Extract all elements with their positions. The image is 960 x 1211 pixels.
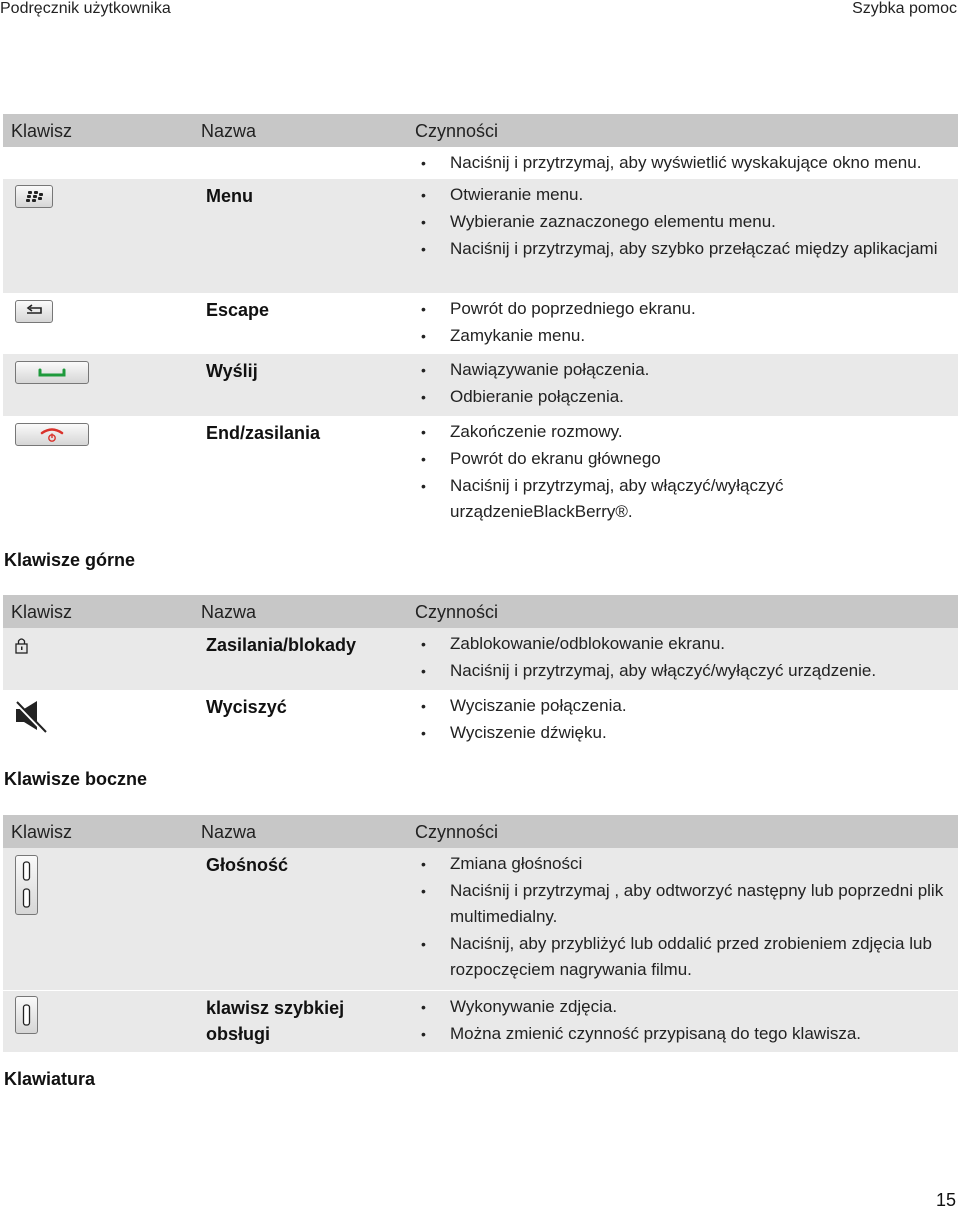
action-item: • Naciśnij, aby przybliżyć lub oddalić przed zrobieniem zdjęcia lub rozpoczęciem nagrywania filmu. [421, 931, 956, 983]
table-row-volume [3, 848, 958, 990]
action-item: • Zakończenie rozmowy. [421, 419, 956, 445]
action-item: • Można zmienić czynność przypisaną do tego klawisza. [421, 1021, 956, 1047]
escape-key-icon [15, 300, 53, 323]
table-row-send [3, 354, 958, 416]
key-name: Menu [206, 186, 253, 206]
send-key-icon [15, 361, 89, 384]
action-item: • Naciśnij i przytrzymaj, aby szybko przełączać między aplikacjami [421, 236, 956, 262]
table-row [3, 147, 958, 179]
action-item: • Nawiązywanie połączenia. [421, 357, 956, 383]
section-title: Szybka pomoc [852, 0, 957, 17]
key-name: Wyślij [206, 361, 258, 381]
key-name: klawisz szybkiej obsługi [206, 998, 345, 1044]
action-item: • Powrót do ekranu głównego [421, 446, 956, 472]
table-row-convenience [3, 990, 958, 1052]
page-number: 15 [935, 1190, 956, 1210]
table-row-menu [3, 179, 958, 293]
col-name: Nazwa [201, 602, 257, 622]
volume-keys-icon [15, 855, 38, 915]
blackberry-menu-key-icon [15, 185, 53, 208]
col-action: Czynności [415, 121, 499, 141]
convenience-key-icon [15, 996, 38, 1034]
lock-icon [14, 636, 30, 654]
document-title: Podręcznik użytkownika [0, 0, 171, 17]
section-heading-side-keys: Klawisze boczne [4, 769, 148, 789]
section-heading-keyboard: Klawiatura [4, 1069, 96, 1089]
col-action: Czynności [415, 602, 499, 622]
key-name: End/zasilania [206, 423, 321, 443]
keys-table-top [3, 595, 958, 752]
table-header [3, 815, 958, 848]
table-row-escape [3, 293, 958, 354]
action-item: • Wyciszanie połączenia. [421, 693, 956, 719]
col-key: Klawisz [11, 822, 73, 842]
keys-table-side [3, 815, 958, 1052]
table-header [3, 114, 958, 147]
keys-table-front [3, 114, 958, 530]
end-power-key-icon [15, 423, 89, 446]
action-item: • Naciśnij i przytrzymaj , aby odtworzyć następny lub poprzedni plik multimedialny. [421, 878, 956, 930]
action-item: • Otwieranie menu. [421, 182, 956, 208]
key-name: Wyciszyć [206, 697, 287, 717]
action-item: • Zmiana głośności [421, 851, 956, 877]
action-item: • Naciśnij i przytrzymaj, aby włączyć/wyłączyć urządzenieBlackBerry®. [421, 473, 956, 525]
action-item: • Odbieranie połączenia. [421, 384, 956, 410]
mute-speaker-icon [13, 698, 49, 734]
col-key: Klawisz [11, 121, 73, 141]
action-item: • Powrót do poprzedniego ekranu. [421, 296, 956, 322]
col-name: Nazwa [201, 822, 257, 842]
key-name: Zasilania/blokady [206, 635, 357, 655]
table-row-end [3, 416, 958, 530]
table-row-lock [3, 628, 958, 690]
action-item: • Wybieranie zaznaczonego elementu menu. [421, 209, 956, 235]
action-item: • Zablokowanie/odblokowanie ekranu. [421, 631, 956, 657]
col-action: Czynności [415, 822, 499, 842]
col-name: Nazwa [201, 121, 257, 141]
col-key: Klawisz [11, 602, 73, 622]
action-item: • Naciśnij i przytrzymaj, aby włączyć/wyłączyć urządzenie. [421, 658, 956, 684]
key-name: Głośność [206, 855, 289, 875]
action-item: • Wykonywanie zdjęcia. [421, 994, 956, 1020]
action-item: • Wyciszenie dźwięku. [421, 720, 956, 746]
table-header [3, 595, 958, 628]
table-row-mute [3, 690, 958, 752]
action-item: • Naciśnij i przytrzymaj, aby wyświetlić wyskakujące okno menu. [421, 150, 956, 176]
action-item: • Zamykanie menu. [421, 323, 956, 349]
section-heading-top-keys: Klawisze górne [4, 550, 136, 570]
key-name: Escape [206, 300, 270, 320]
